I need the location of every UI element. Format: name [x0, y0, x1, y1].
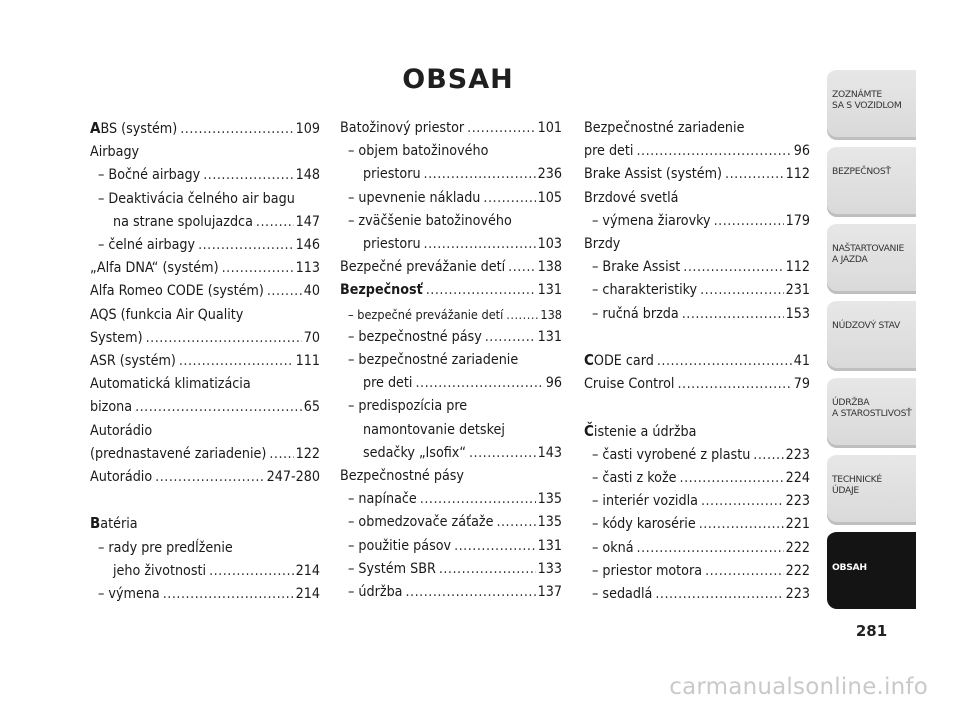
entry-text: Bezpečné prevážanie detí: [340, 259, 506, 276]
index-entry: [340, 419, 562, 442]
dot-leader: [469, 442, 536, 465]
entry-page: 223: [785, 446, 810, 463]
entry-page: 131: [537, 537, 562, 554]
entry-text: – rady pre predĺženie: [98, 539, 233, 556]
entry-page: 135: [537, 514, 562, 531]
dot-leader: [483, 187, 535, 210]
dot-leader: [439, 558, 536, 581]
entry-page: 236: [537, 166, 562, 183]
dot-leader: [180, 118, 293, 141]
entry-text: System): [90, 329, 143, 346]
entry-text: – Brake Assist: [592, 259, 681, 276]
entry-text: – interiér vozidla: [592, 493, 698, 510]
section-tab-label: ZOZNÁMTE SA S VOZIDLOM: [832, 89, 902, 111]
section-tab-label: NAŠTARTOVANIE A JAZDA: [832, 243, 905, 265]
entry-text: namontovanie detskej: [363, 421, 505, 438]
entry-page: 65: [303, 399, 320, 416]
dot-leader: [135, 396, 302, 419]
index-entry: [340, 558, 562, 581]
dot-leader: [415, 372, 543, 395]
entry-text: Alfa Romeo CODE (systém): [90, 283, 264, 300]
index-entry: [584, 256, 810, 279]
index-entry: [340, 233, 562, 256]
index-entry: [90, 443, 320, 466]
index-entry: [90, 188, 320, 211]
dot-leader: [155, 466, 265, 489]
section-tab[interactable]: [827, 453, 916, 525]
dot-leader: [485, 326, 536, 349]
spacer: [584, 326, 810, 349]
index-entry: [90, 257, 320, 280]
index-entry: [340, 465, 562, 488]
entry-page: 109: [295, 121, 320, 137]
page-number: 281: [855, 622, 888, 640]
index-entry: [584, 513, 810, 536]
index-entry: [584, 349, 810, 373]
dot-leader: [454, 535, 536, 558]
index-entry: [90, 164, 320, 187]
dot-leader: [467, 117, 536, 140]
index-entry: [584, 117, 810, 140]
entry-text: – použitie pásov: [348, 537, 452, 554]
index-entry: [340, 326, 562, 349]
entry-text: – Deaktivácia čelného air bagu: [98, 190, 295, 207]
index-entry: [340, 395, 562, 418]
entry-page: 133: [537, 560, 562, 577]
entry-text: „Alfa DNA“ (systém): [90, 260, 219, 277]
index-entry: [90, 304, 320, 327]
entry-text: Brzdové svetlá: [584, 189, 679, 206]
entry-text: – priestor motora: [592, 562, 703, 579]
entry-page: 231: [785, 282, 810, 299]
index-entry: [584, 140, 810, 163]
entry-text: Bezpečnosť: [340, 282, 423, 299]
entry-text: jeho životnosti: [113, 562, 207, 579]
dot-leader: [508, 256, 536, 279]
section-tab[interactable]: [827, 68, 916, 140]
entry-page: 222: [785, 562, 810, 579]
entry-text: – Bočné airbagy: [98, 167, 201, 184]
entry-page: 147: [295, 213, 320, 230]
entry-page: 214: [295, 562, 320, 579]
entry-page: 223: [785, 586, 810, 603]
entry-text: Bezpečnostné zariadenie: [584, 120, 745, 136]
entry-text: – Systém SBR: [348, 560, 436, 577]
index-entry: [90, 141, 320, 164]
entry-page: 112: [785, 259, 810, 276]
index-column-1: [90, 117, 320, 606]
dot-leader: [683, 256, 783, 279]
index-entry: [90, 373, 320, 396]
dot-leader: [146, 327, 302, 350]
index-entry: [584, 467, 810, 490]
entry-text: – údržba: [348, 584, 403, 601]
entry-text: – predispozícia pre: [348, 398, 468, 415]
entry-text: Cruise Control: [584, 376, 675, 393]
index-entry: [340, 256, 562, 279]
entry-page: 224: [785, 470, 810, 487]
entry-page: 137: [537, 584, 562, 601]
entry-text: Čistenie a údržba: [584, 421, 697, 440]
entry-text: – čelné airbagy: [98, 237, 196, 254]
dot-leader: [406, 581, 536, 604]
dot-leader: [426, 279, 536, 302]
entry-text: priestoru: [363, 236, 421, 253]
dot-leader: [636, 140, 791, 163]
index-column-2: [340, 117, 562, 604]
section-tab[interactable]: [827, 530, 916, 609]
index-entry: [340, 535, 562, 558]
index-entry: [584, 233, 810, 256]
dot-leader: [725, 163, 784, 186]
index-entry: [584, 583, 810, 606]
index-entry: [90, 280, 320, 303]
entry-page: 223: [785, 493, 810, 510]
index-entry: [584, 560, 810, 583]
dot-leader: [203, 164, 293, 187]
index-entry: [340, 372, 562, 395]
dot-leader: [424, 163, 536, 186]
section-tabs: [827, 68, 916, 614]
dot-leader: [267, 280, 302, 303]
dot-leader: [680, 467, 784, 490]
entry-text: Bezpečnostné pásy: [340, 468, 464, 485]
index-entry: [584, 420, 810, 444]
index-entry: [584, 187, 810, 210]
entry-text: – ručná brzda: [592, 305, 679, 322]
entry-page: 40: [303, 283, 320, 300]
entry-page: 222: [785, 539, 810, 556]
index-entry: [90, 211, 320, 234]
entry-page: 138: [537, 259, 562, 276]
index-entry: [90, 583, 320, 606]
index-entry: [584, 303, 810, 326]
index-entry: [90, 327, 320, 350]
index-entry: [584, 163, 810, 186]
index-entry: [340, 442, 562, 465]
index-entry: [584, 537, 810, 560]
entry-page: 112: [785, 166, 810, 183]
entry-text: ASR (systém): [90, 353, 176, 370]
dot-leader: [677, 373, 791, 396]
dot-leader: [655, 583, 783, 606]
entry-text: – sedadlá: [592, 586, 653, 603]
entry-text: – okná: [592, 539, 634, 556]
index-entry: [340, 117, 562, 140]
entry-text: – charakteristiky: [592, 282, 698, 299]
index-entry: [340, 140, 562, 163]
entry-page: 135: [537, 491, 562, 508]
entry-text: na strane spolujazdca: [113, 213, 253, 230]
index-entry: [90, 350, 320, 373]
entry-text: – bezpečné prevážanie detí: [348, 306, 504, 322]
spacer: [90, 489, 320, 512]
entry-page: 138: [540, 306, 562, 322]
dot-leader: [506, 303, 538, 326]
section-tab-label: ÚDRŽBA A STAROSTLIVOSŤ: [832, 397, 912, 419]
index-entry: [90, 234, 320, 257]
dot-leader: [700, 279, 784, 302]
entry-text: – kódy karosérie: [592, 516, 696, 533]
dot-leader: [701, 490, 784, 513]
entry-page: 79: [793, 376, 810, 393]
entry-text: – upevnenie nákladu: [348, 189, 481, 206]
index-entry: [90, 117, 320, 141]
entry-text: – bezpečnostné zariadenie: [348, 352, 519, 369]
page-title: OBSAH: [402, 64, 514, 95]
entry-text: Autorádio: [90, 422, 153, 439]
index-entry: [90, 466, 320, 489]
index-entry: [90, 537, 320, 560]
entry-page: 146: [295, 237, 320, 254]
index-entry: [584, 444, 810, 467]
dot-leader: [705, 560, 784, 583]
entry-text: (prednastavené zariadenie): [90, 445, 267, 462]
index-entry: [90, 560, 320, 583]
entry-text: – časti vyrobené z plastu: [592, 446, 751, 463]
index-entry: [340, 210, 562, 233]
section-tab[interactable]: [827, 376, 916, 448]
section-tab[interactable]: [827, 145, 916, 217]
section-tab-label: TECHNICKÉ ÚDAJE: [832, 474, 882, 496]
index-entry: [340, 303, 562, 326]
entry-page: 247-280: [266, 469, 320, 486]
entry-page: 70: [303, 329, 320, 346]
entry-page: 148: [295, 167, 320, 184]
index-entry: [90, 396, 320, 419]
index-entry: [90, 420, 320, 443]
section-tab[interactable]: [827, 299, 916, 371]
entry-page: 179: [785, 212, 810, 229]
section-tab-label: NÚDZOVÝ STAV: [832, 320, 900, 331]
entry-page: 96: [793, 143, 810, 160]
index-entry: [584, 490, 810, 513]
section-tab-label: BEZPEČNOSŤ: [832, 166, 891, 177]
dot-leader: [198, 234, 294, 257]
index-entry: [340, 279, 562, 302]
dot-leader: [699, 513, 784, 536]
index-entry: [584, 373, 810, 396]
index-entry: [340, 163, 562, 186]
entry-text: – zväčšenie batožinového: [348, 212, 512, 229]
dot-leader: [753, 444, 783, 467]
entry-page: 111: [295, 353, 320, 370]
section-tab[interactable]: [827, 222, 916, 294]
dot-leader: [496, 511, 535, 534]
index-entry: [340, 187, 562, 210]
entry-text: bizona: [90, 399, 133, 416]
dot-leader: [424, 233, 536, 256]
entry-text: Automatická klimatizácia: [90, 376, 251, 393]
entry-text: – časti z kože: [592, 470, 677, 487]
dot-leader: [657, 350, 792, 373]
index-column-3: [584, 117, 810, 606]
entry-page: 214: [295, 586, 320, 603]
entry-text: – výmena: [98, 586, 160, 603]
entry-text: ABS (systém): [90, 119, 178, 137]
entry-page: 153: [785, 305, 810, 322]
index-entry: [340, 511, 562, 534]
section-tab-label: OBSAH: [832, 562, 867, 573]
dot-leader: [269, 443, 293, 466]
entry-text: Batožinový priestor: [340, 120, 465, 136]
dot-leader: [222, 257, 294, 280]
entry-page: 101: [537, 120, 562, 136]
dot-leader: [714, 210, 784, 233]
spacer: [584, 396, 810, 419]
index-entry: [340, 581, 562, 604]
entry-text: – obmedzovače záťaže: [348, 514, 494, 531]
index-entry: [584, 279, 810, 302]
index-entry: [340, 488, 562, 511]
entry-text: – objem batožinového: [348, 143, 489, 160]
dot-leader: [209, 560, 294, 583]
entry-text: pre deti: [584, 143, 634, 160]
entry-text: Brzdy: [584, 236, 621, 253]
entry-page: 103: [537, 236, 562, 253]
entry-text: AQS (funkcia Air Quality: [90, 306, 244, 323]
entry-page: 96: [545, 375, 562, 392]
entry-text: – napínače: [348, 491, 417, 508]
dot-leader: [179, 350, 294, 373]
entry-page: 105: [537, 189, 562, 206]
entry-text: – bezpečnostné pásy: [348, 328, 482, 345]
entry-page: 41: [793, 353, 810, 370]
dot-leader: [637, 537, 784, 560]
entry-page: 221: [785, 516, 810, 533]
entry-text: CODE card: [584, 351, 654, 370]
dot-leader: [256, 211, 294, 234]
entry-text: priestoru: [363, 166, 421, 183]
index-entry: [584, 210, 810, 233]
index-entry: [340, 349, 562, 372]
entry-text: Airbagy: [90, 144, 140, 161]
entry-text: pre deti: [363, 375, 413, 392]
entry-text: Autorádio: [90, 469, 153, 486]
entry-page: 131: [537, 328, 562, 345]
dot-leader: [682, 303, 784, 326]
entry-page: 131: [537, 282, 562, 299]
entry-page: 113: [295, 260, 320, 277]
entry-text: – výmena žiarovky: [592, 212, 711, 229]
entry-text: Brake Assist (systém): [584, 166, 723, 183]
entry-text: sedačky „Isofix“: [363, 444, 466, 461]
dot-leader: [163, 583, 294, 606]
watermark: carmanualsonline.info: [669, 674, 928, 700]
entry-page: 143: [537, 444, 562, 461]
entry-page: 122: [295, 445, 320, 462]
dot-leader: [420, 488, 536, 511]
entry-text: Batéria: [90, 514, 138, 533]
index-entry: [90, 512, 320, 536]
